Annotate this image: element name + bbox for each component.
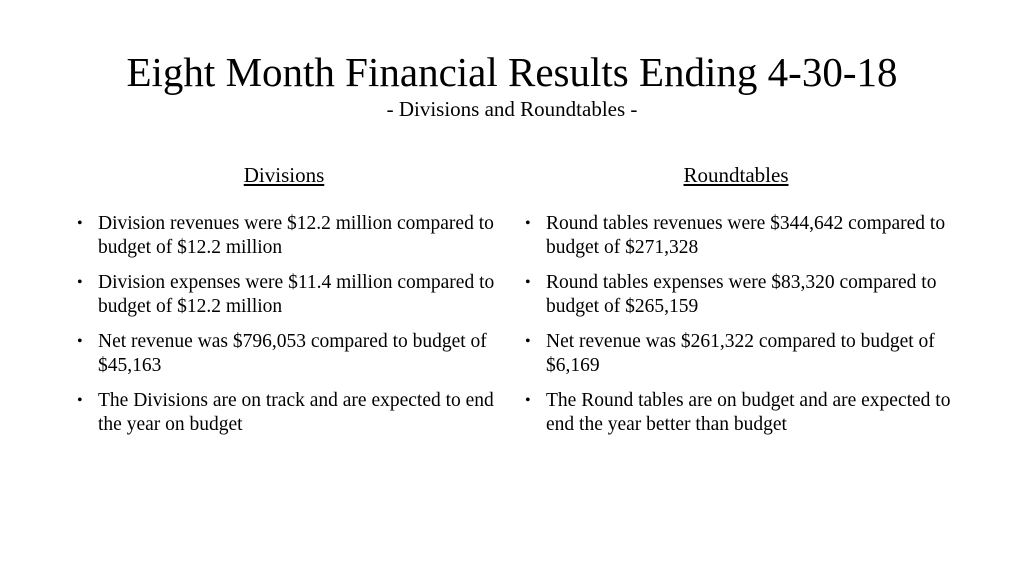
roundtables-bullet-text: Net revenue was $261,322 compared to budget of $6,169 [546, 331, 935, 376]
bullet-icon: • [525, 333, 531, 350]
roundtables-bullet-item [524, 271, 954, 319]
roundtables-bullet-text: The Round tables are on budget and are expected to end the year better than budget [546, 390, 951, 435]
divisions-bullet-item [76, 271, 496, 319]
bullet-icon: • [77, 274, 83, 291]
roundtables-heading: Roundtables [683, 163, 789, 187]
divisions-bullet-item [76, 330, 496, 378]
slide-subtitle: - Divisions and Roundtables - [386, 97, 638, 121]
roundtables-bullet-item [524, 212, 954, 260]
divisions-bullet-item [76, 212, 496, 260]
roundtables-bullet-text: Round tables expenses were $83,320 compared to budget of $265,159 [546, 272, 937, 317]
bullet-icon: • [77, 215, 83, 232]
divisions-bullet-list [76, 212, 496, 437]
divisions-bullet-text: Division revenues were $12.2 million compared to budget of $12.2 million [98, 213, 494, 258]
roundtables-bullet-item [524, 330, 954, 378]
bullet-icon: • [525, 274, 531, 291]
bullet-icon: • [525, 392, 531, 409]
bullet-icon: • [77, 392, 83, 409]
divisions-bullet-text: The Divisions are on track and are expected to end the year on budget [98, 390, 494, 435]
bullet-icon: • [525, 215, 531, 232]
slide-title: Eight Month Financial Results Ending 4-30-18 [126, 49, 898, 95]
divisions-bullet-text: Net revenue was $796,053 compared to budget of $45,163 [98, 331, 487, 376]
divisions-column [76, 160, 496, 448]
bullet-icon: • [77, 333, 83, 350]
roundtables-column [524, 160, 954, 448]
roundtables-bullet-item [524, 389, 954, 437]
divisions-bullet-text: Division expenses were $11.4 million compared to budget of $12.2 million [98, 272, 495, 317]
roundtables-bullet-list [524, 212, 954, 437]
divisions-bullet-item [76, 389, 496, 437]
divisions-heading: Divisions [243, 163, 325, 187]
roundtables-bullet-text: Round tables revenues were $344,642 compared to budget of $271,328 [546, 213, 946, 258]
